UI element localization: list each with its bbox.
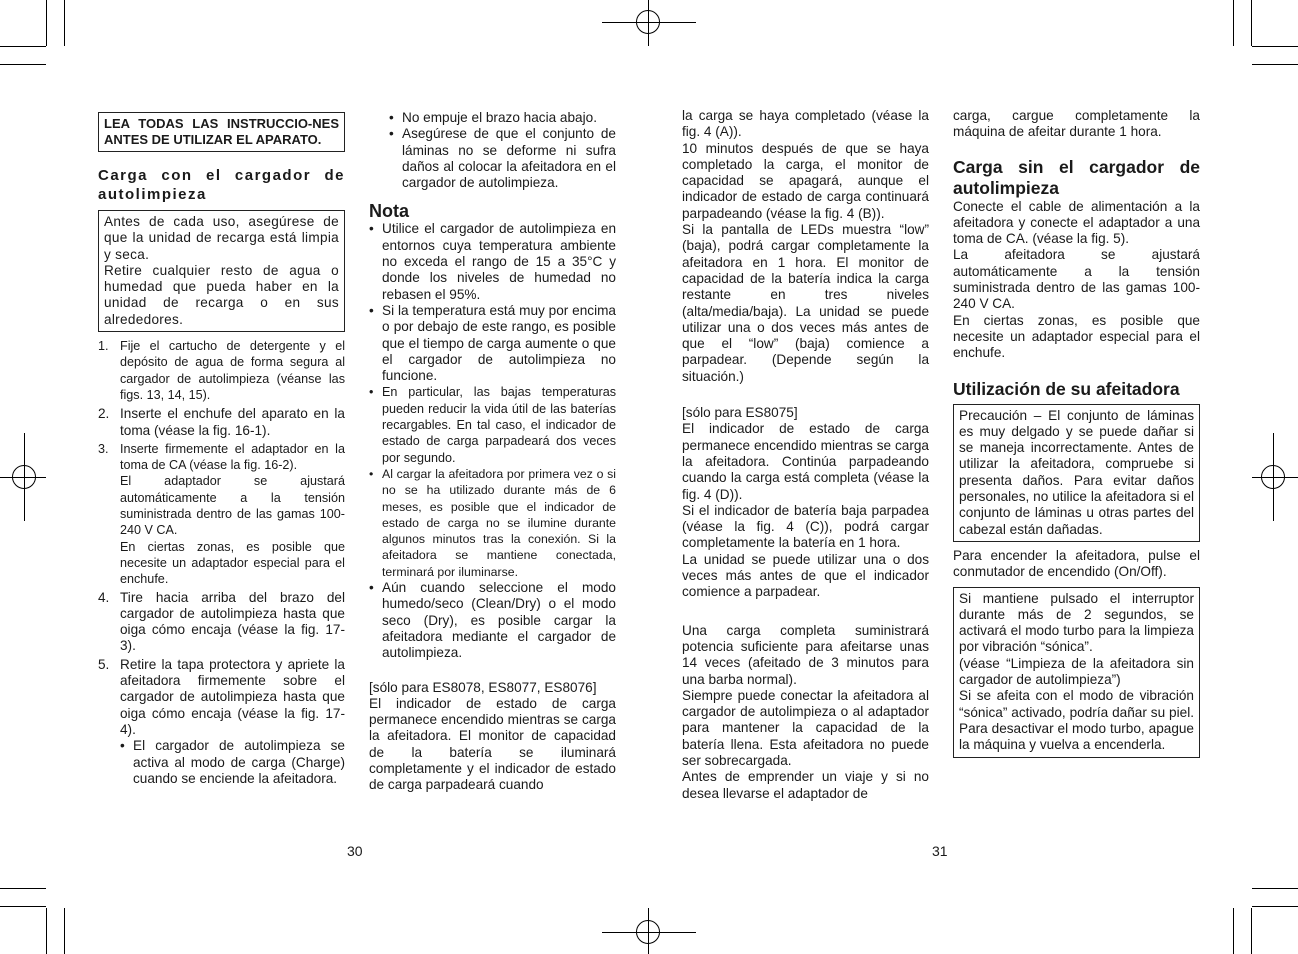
overcharge-text: Siempre puede conectar la afeitadora al cargador de autolimpieza o al adaptador para mantener la capacidad de la batería llena. Esta afeitadora no puede ser sobrecargada. (682, 687, 929, 768)
left-page-column-1 (98, 112, 345, 787)
es8075-text-2: Si el indicador de batería baja parpadea (véase la fig. 4 (C)), podrá cargar completamente la batería en 1 hora. (682, 502, 929, 551)
turbo-text-3: Si se afeita con el modo de vibración “sónica” activado, podría dañar su piel. Para desactivar el modo turbo, apague la máquina y vuelva a encenderla. (959, 688, 1194, 753)
step-3-note-2: En ciertas zonas, es posible que necesite un adaptador especial para el enchufe. (120, 539, 345, 587)
capacity-off-text: 10 minutos después de que se haya completado la carga, el monitor de capacidad se apagará, aunque el indicador de estado de carga continuará parpadeando (véase la fig. 4 (B)). (682, 140, 929, 221)
intro-text-1: Antes de cada uso, asegúrese de que la unidad de recarga está limpia y seca. (104, 214, 339, 262)
turbo-box (953, 587, 1200, 758)
arm-warning-bullet: • No empuje el brazo hacia abajo. (389, 110, 616, 126)
warning-text: LEA TODAS LAS INSTRUCCIO-NES ANTES DE UTILIZAR EL APARATO. (104, 116, 339, 147)
power-switch-text: Para encender la afeitadora, pulse el conmutador de encendido (On/Off). (953, 547, 1200, 580)
no-charger-text-2: La afeitadora se ajustará automáticamente a la tensión suministrada dentro de las gamas 100-240 V CA. (953, 247, 1200, 312)
section-heading-charging: Carga con el cargador de autolimpieza (98, 167, 345, 203)
page-number-right: 31 (932, 843, 948, 859)
turbo-text-1: Si mantiene pulsado el interruptor durante más de 2 segundos, se activará el modo turbo para la limpieza por vibración “sónica”. (959, 590, 1194, 655)
charge-complete-text: la carga se haya completado (véase la fig. 4 (A)). (682, 108, 929, 140)
turbo-text-2: (véase “Limpieza de la afeitadora sin cargador de autolimpieza”) (959, 655, 1194, 688)
travel-text-cont: carga, cargue completamente la máquina de afeitar durante 1 hora. (953, 108, 1200, 140)
step-item: 2. Inserte el enchufe del aparato en la toma (véase la fig. 16-1). (98, 406, 345, 438)
nota-bullet: • Al cargar la afeitadora por primera vez o si no se ha utilizado durante más de 6 meses, es posible que el indicador de estado de carga no se ilumine durante algunos minutos tras la conexión. Si la afeitadora se mantiene conectada, terminará por iluminarse. (369, 466, 616, 580)
models-label: [sólo para ES8078, ES8077, ES8076] (369, 679, 597, 695)
nota-bullet: • En particular, las bajas temperaturas pueden reducir la vida útil de las baterías recargables. En tal caso, el indicador de estado de carga parpadeará dos veces por segundo. (369, 384, 616, 465)
section-heading-no-charger: Carga sin el cargador de autolimpieza (953, 156, 1200, 198)
page-number-left: 30 (347, 843, 363, 859)
step-5-bullet: • El cargador de autolimpieza se activa al modo de carga (Charge) cuando se enciende la afeitadora. (120, 738, 345, 787)
no-charger-text-1: Conecte el cable de alimentación a la afeitadora y conecte el adaptador a una toma de CA. (véase la fig. 5). (953, 198, 1200, 247)
travel-text: Antes de emprender un viaje y si no desea llevarse el adaptador de (682, 769, 929, 801)
intro-text-2: Retire cualquier resto de agua o humedad que pueda haber en la unidad de recarga o en sus alrededores. (104, 262, 339, 327)
steps-list (98, 338, 345, 787)
es8075-text-1: El indicador de estado de carga permanece encendido mientras se carga la afeitadora. Continúa parpadeando cuando la carga está completa (véase la fig. 4 (D)). (682, 421, 929, 502)
foil-warning-bullet: • Asegúrese de que el conjunto de láminas no se deforme ni sufra daños al colocar la afeitadora en el cargador de autolimpieza. (389, 126, 616, 191)
right-page-column-1 (682, 108, 929, 802)
step-item: 4. Tire hacia arriba del brazo del cargador de autolimpieza hasta que oiga cómo encaja (véase la fig. 17-3). (98, 589, 345, 654)
es8075-label: [sólo para ES8075] (682, 405, 798, 421)
intro-box (98, 210, 345, 332)
nota-bullet: • Si la temperatura está muy por encima o por debajo de este rango, es posible que el tiempo de carga aumente o que el cargador de autolimpieza no funcione. (369, 303, 616, 384)
es8075-text-3: La unidad se puede utilizar una o dos veces más antes de que el indicador comience a parpadear. (682, 551, 929, 600)
nota-bullet: • Aún cuando seleccione el modo humedo/seco (Clean/Dry) o el modo seco (Dry), es posible cargar la afeitadora mediante el cargador de autolimpieza. (369, 580, 616, 661)
right-page-column-2 (953, 108, 1200, 758)
no-charger-text-3: En ciertas zonas, es posible que necesite un adaptador especial para el enchufe. (953, 312, 1200, 361)
step-item: 5. Retire la tapa protectora y apriete la afeitadora firmemente sobre el cargador de autolimpieza hasta que oiga cómo encaja (véase la fig. 17-4). (98, 656, 345, 737)
step-3-note-1: El adaptador se ajustará automáticamente a la tensión suministrada dentro de las gamas 100-240 V CA. (120, 474, 345, 538)
low-led-text: Si la pantalla de LEDs muestra “low” (baja), podrá cargar completamente la afeitadora en 1 hora. El monitor de capacidad de la batería indica la carga restante en tres niveles (alta/media/baja). La unidad se puede utilizar una o dos veces más antes de que el “low” (baja) comience a parpadear. (Depende según la situación.) (682, 222, 929, 384)
section-heading-usage: Utilización de su afeitadora (953, 378, 1180, 399)
nota-heading: Nota (369, 201, 409, 222)
caution-text: Precaución – El conjunto de láminas es muy delgado y se puede dañar si se maneja incorrectamente. Antes de utilizar la afeitadora, compruebe si presenta daños. Para evitar daños personales, no utilice la afeitadora si el conjunto de láminas u otras partes del cabezal están dañadas. (959, 407, 1194, 537)
warning-box (98, 112, 345, 152)
step-item: 3. Inserte firmemente el adaptador en la toma de CA (véase la fig. 16-2). (98, 441, 345, 473)
models-text: El indicador de estado de carga permanece encendido mientras se carga la afeitadora. El monitor de capacidad de la batería se iluminará completamente y el indicador de estado de carga parpadeará cuando (369, 695, 616, 793)
full-charge-text: Una carga completa suministrará potencia suficiente para afeitarse unas 14 veces (afeitado de 3 minutos para una barba normal). (682, 622, 929, 687)
nota-bullet: • Utilice el cargador de autolimpieza en entornos cuya temperatura ambiente no exceda el rango de 15 a 35°C y donde los niveles de humedad no rebasen el 95%. (369, 221, 616, 302)
caution-box (953, 404, 1200, 542)
step-item: 1. Fije el cartucho de detergente y el depósito de agua de forma segura al cargador de autolimpieza (véanse las figs. 13, 14, 15). (98, 339, 345, 402)
left-page-column-2 (369, 110, 616, 794)
